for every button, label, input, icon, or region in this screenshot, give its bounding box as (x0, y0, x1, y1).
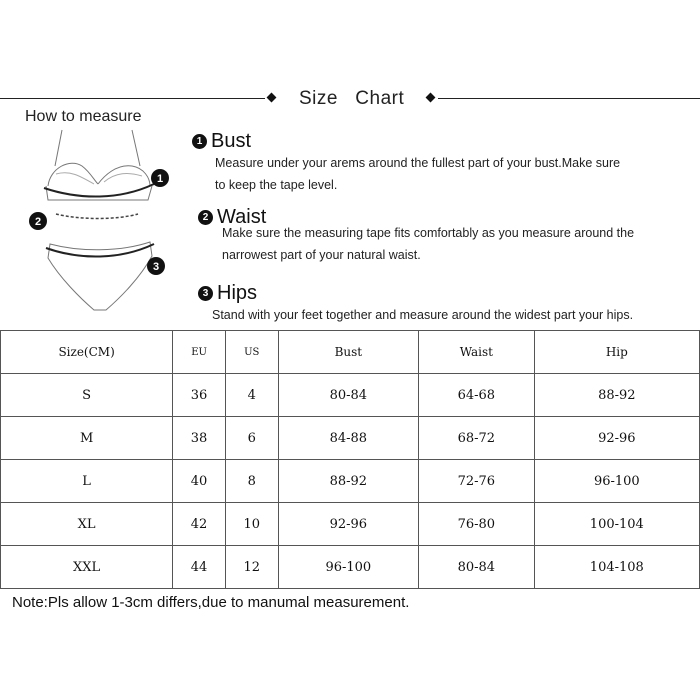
bust-description (215, 152, 620, 196)
table-cell: 12 (225, 546, 278, 589)
table-cell: 42 (173, 503, 226, 546)
table-cell: 84-88 (278, 417, 418, 460)
col-header-hip: Hip (534, 331, 699, 374)
table-cell: 80-84 (278, 374, 418, 417)
marker-label: 2 (34, 216, 42, 228)
header-rule-left (0, 98, 265, 99)
header-rule-right (438, 98, 700, 99)
table-row (1, 460, 700, 503)
measurement-note: Note:Pls allow 1-3cm differs,due to manumal measurement. (12, 594, 410, 611)
table-cell: 64-68 (419, 374, 535, 417)
table-cell: 44 (173, 546, 226, 589)
waist-description (222, 222, 634, 266)
bust-line-2: to keep the tape level. (215, 178, 338, 192)
hips-heading (198, 282, 257, 305)
table-cell: 80-84 (419, 546, 535, 589)
table-cell: 104-108 (534, 546, 699, 589)
table-cell: 10 (225, 503, 278, 546)
table-cell: S (1, 374, 173, 417)
table-cell: 88-92 (534, 374, 699, 417)
bust-heading (192, 130, 251, 153)
bust-title: Bust (211, 130, 252, 152)
table-cell: 68-72 (419, 417, 535, 460)
waist-title: Waist (217, 206, 267, 228)
table-row (1, 546, 700, 589)
table-cell: 38 (173, 417, 226, 460)
number-1-icon: 1 (192, 134, 207, 149)
table-cell: 4 (225, 374, 278, 417)
table-cell: 76-80 (419, 503, 535, 546)
table-cell: 36 (173, 374, 226, 417)
table-cell: 6 (225, 417, 278, 460)
waist-line-2: narrowest part of your natural waist. (222, 248, 421, 262)
bust-line-1: Measure under your arems around the fullest part of your bust.Make sure (215, 156, 621, 170)
table-cell: XXL (1, 546, 173, 589)
table-cell: 96-100 (278, 546, 418, 589)
number-2-icon: 2 (198, 210, 213, 225)
table-cell: M (1, 417, 173, 460)
diamond-icon (426, 93, 436, 103)
table-cell: 100-104 (534, 503, 699, 546)
table-cell: 88-92 (278, 460, 418, 503)
col-header-waist: Waist (419, 331, 535, 374)
table-cell: 40 (173, 460, 226, 503)
col-header-bust: Bust (278, 331, 418, 374)
table-cell: 72-76 (419, 460, 535, 503)
col-header-us: US (225, 331, 278, 374)
table-cell: XL (1, 503, 173, 546)
measurement-illustration (20, 128, 180, 318)
size-table (0, 330, 700, 589)
table-cell: 92-96 (278, 503, 418, 546)
table-cell: 92-96 (534, 417, 699, 460)
waist-line-1: Make sure the measuring tape fits comfortably as you measure around the (222, 226, 635, 240)
number-3-icon: 3 (198, 286, 213, 301)
hips-title: Hips (217, 282, 258, 304)
page-title: Size Chart (299, 88, 405, 109)
diamond-icon (267, 93, 277, 103)
table-row (1, 417, 700, 460)
hips-line-1: Stand with your feet together and measure around the widest part your hips. (212, 308, 634, 322)
col-header-size: Size(CM) (1, 331, 173, 374)
col-header-eu: EU (173, 331, 226, 374)
marker-label: 1 (156, 173, 164, 185)
table-header-row (1, 331, 700, 374)
table-row (1, 503, 700, 546)
table-cell: 96-100 (534, 460, 699, 503)
table-row (1, 374, 700, 417)
table-cell: 8 (225, 460, 278, 503)
how-to-measure-label: How to measure (25, 108, 142, 125)
table-cell: L (1, 460, 173, 503)
hips-description (212, 304, 633, 326)
marker-label: 3 (152, 261, 160, 273)
